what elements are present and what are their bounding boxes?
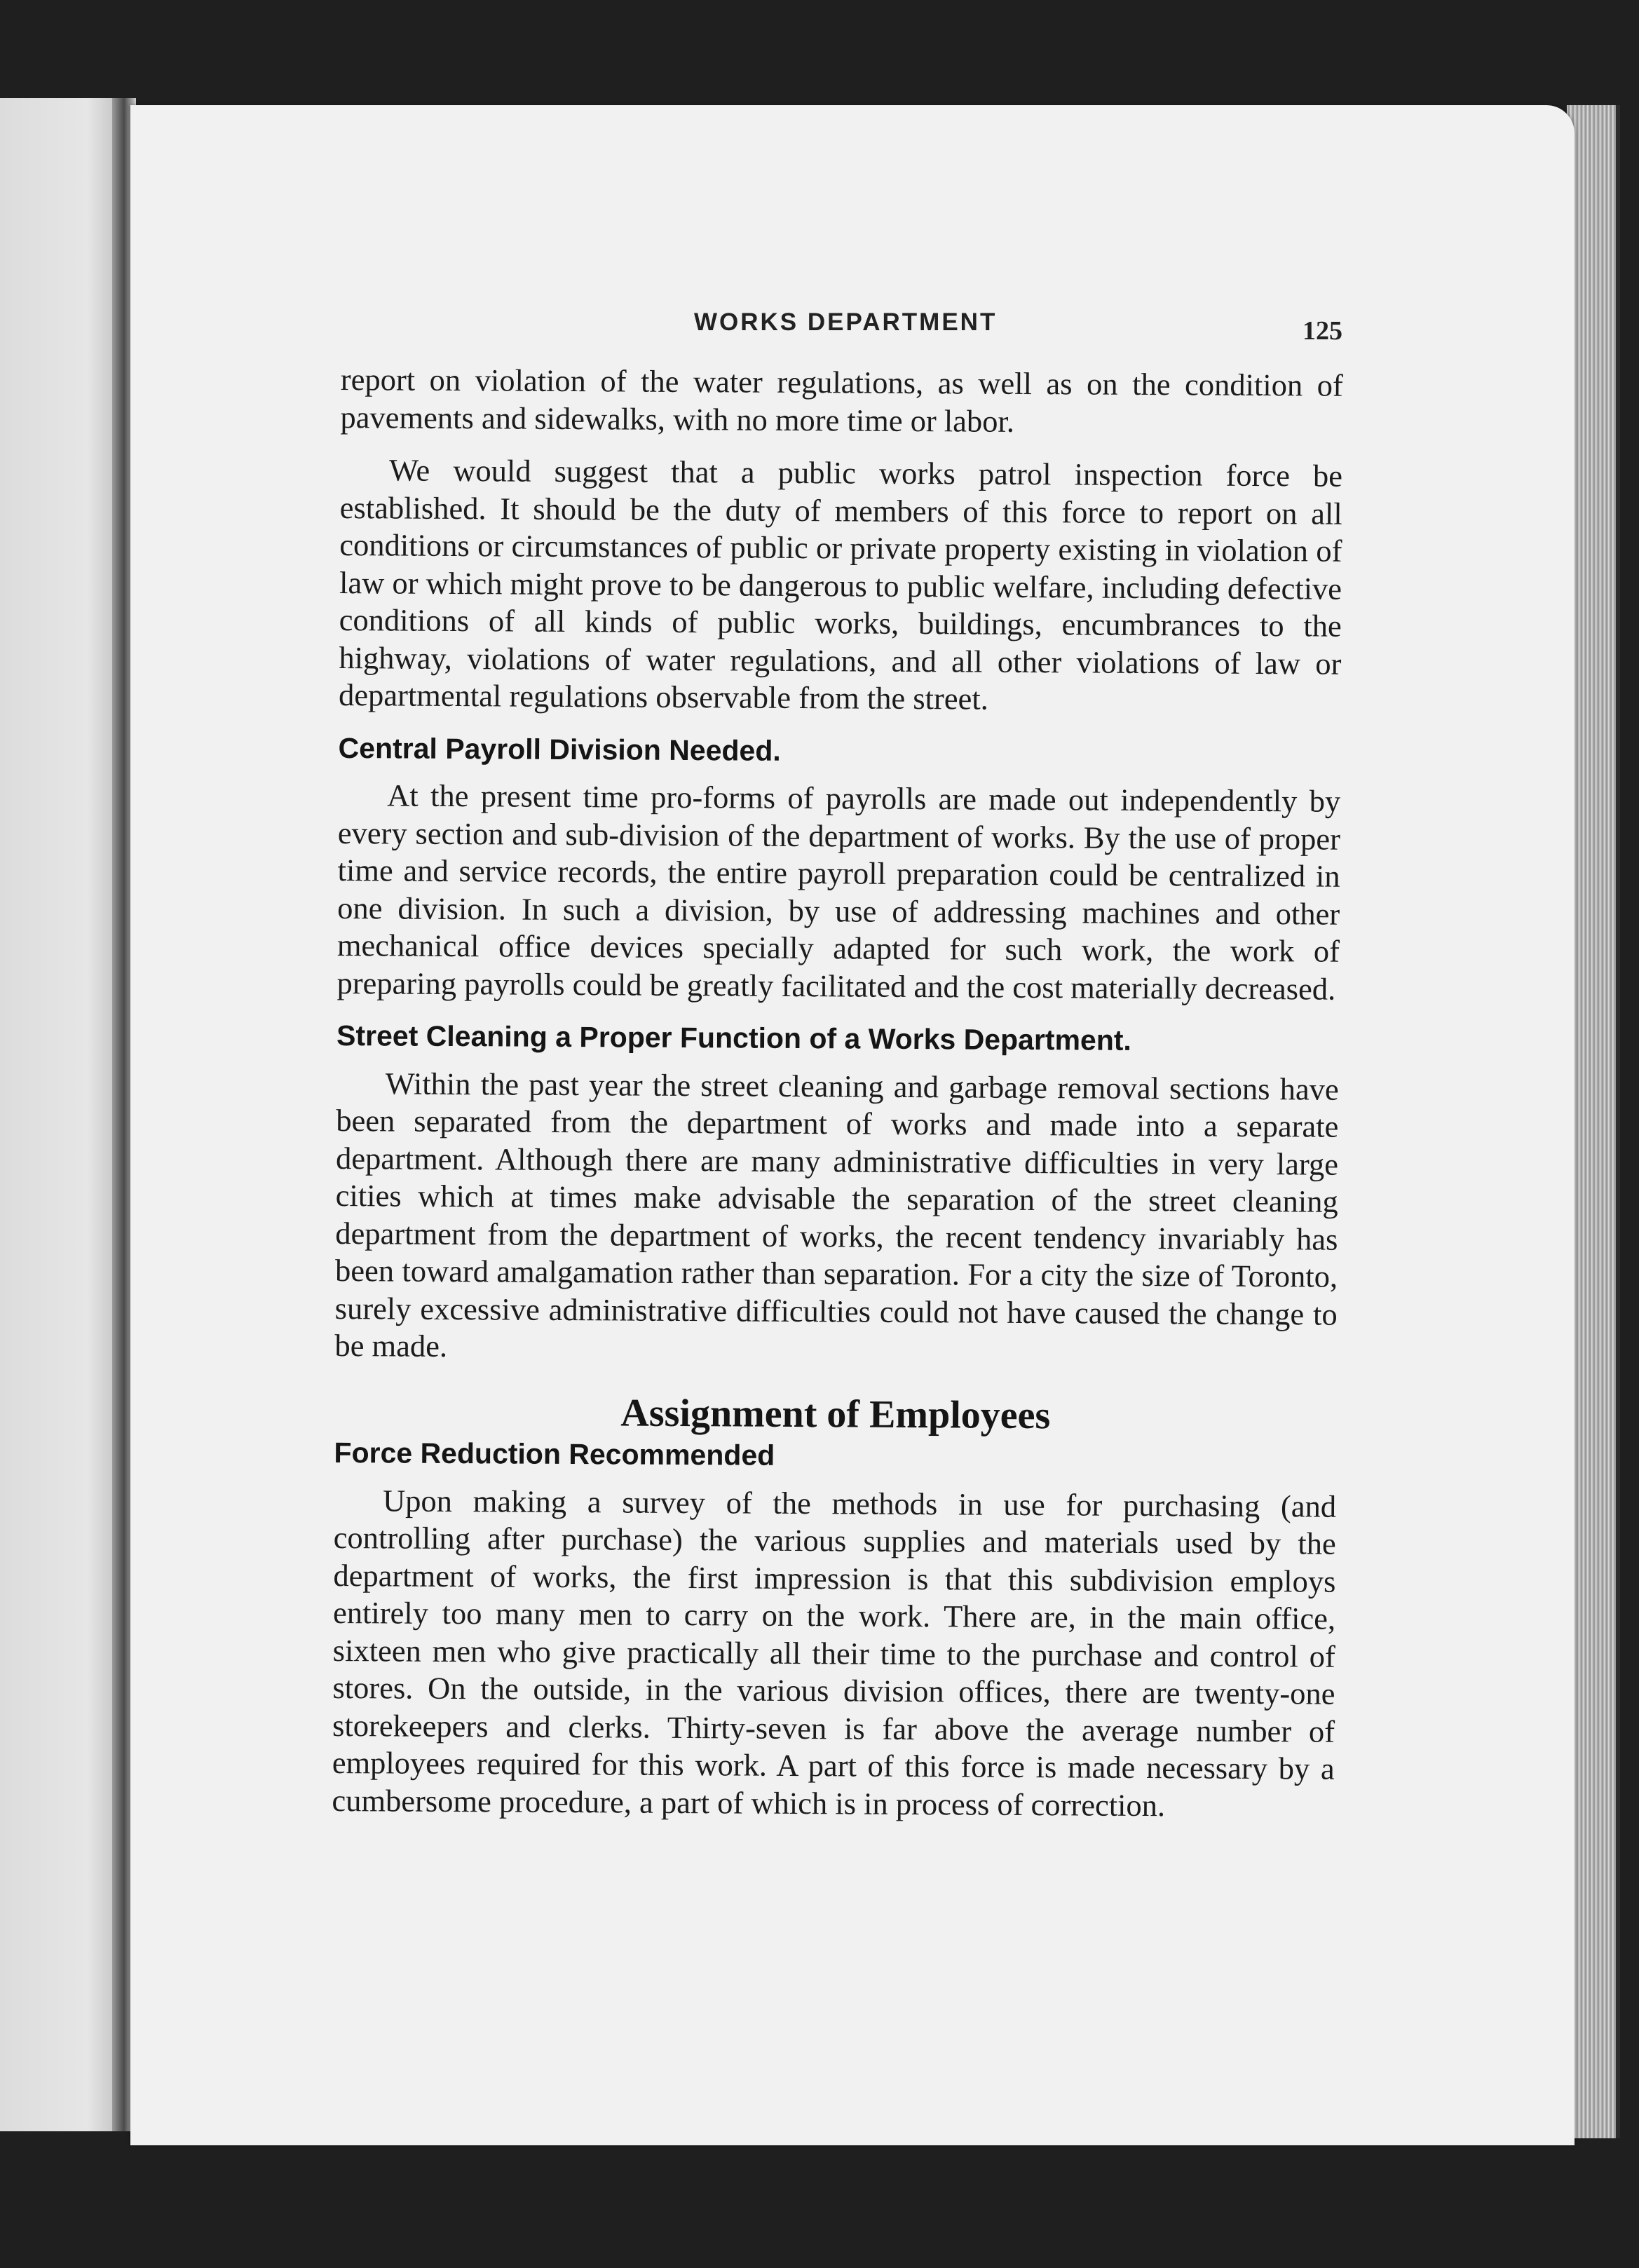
heading-force-reduction: Force Reduction Recommended — [334, 1436, 775, 1472]
page-stack-edge — [1567, 105, 1620, 2138]
paragraph-5: Upon making a survey of the methods in use for purchasing (and controlling after purchase) the various supplies and materials used by the department of works, the first impression is that this subdivision employs entirely too many men to carry on the work. There are, in the main office, sixteen men who give practically all their time to the purchase and control of stores. On the outside, in the various division offices, there are twenty-one storekeepers and clerks. Thirty-seven is far above the average number of employees required for this work. A part of this force is made necessary by a cumbersome procedure, a part of which is in process of correction. — [332, 1482, 1337, 1823]
section-title: Assignment of Employees — [620, 1390, 1051, 1437]
page-number: 125 — [1303, 316, 1342, 346]
running-head: WORKS DEPARTMENT — [694, 308, 998, 336]
paragraph-2: We would suggest that a public works patrol inspection force be established. It should be the duty of members of this force to report on all conditions or circumstances of public or private property existing in violation of law or which might prove to be dangerous to public welfare, including defective conditions of all kinds of public works, buildings, encumbrances to the highway, violations of water regulations, and all other violations of law or departmental regulations observable from the street. — [338, 452, 1343, 717]
paragraph-4: Within the past year the street cleaning and garbage removal sections have been separated from the department of works and made into a separate department. Although there are many administrative difficulties in very large cities which at times make advisable the separation of the street cleaning department from the department of works, the recent tendency invariably has been toward amalgamation rather than separation. For a city the size of Toronto, surely excessive administrative difficulties could not have caused the change to be made. — [334, 1065, 1339, 1364]
heading-central-payroll: Central Payroll Division Needed. — [338, 731, 781, 767]
body-text — [332, 361, 1343, 1841]
paragraph-1: report on violation of the water regulations, as well as on the condition of pavements and sidewalks, with no more time or labor. — [340, 362, 1343, 439]
paragraph-3: At the present time pro-forms of payrolls are made out independently by every section and sub-division of the department of works. By the use of proper time and service records, the entire payroll preparation could be centralized in one division. In such a division, by use of addressing machines and other mechanical office devices specially adapted for such work, the work of preparing payrolls could be greatly facilitated and the cost materially decreased. — [336, 777, 1341, 1007]
left-page-edge — [0, 98, 125, 2131]
heading-street-cleaning: Street Cleaning a Proper Function of a Works Department. — [336, 1019, 1132, 1057]
